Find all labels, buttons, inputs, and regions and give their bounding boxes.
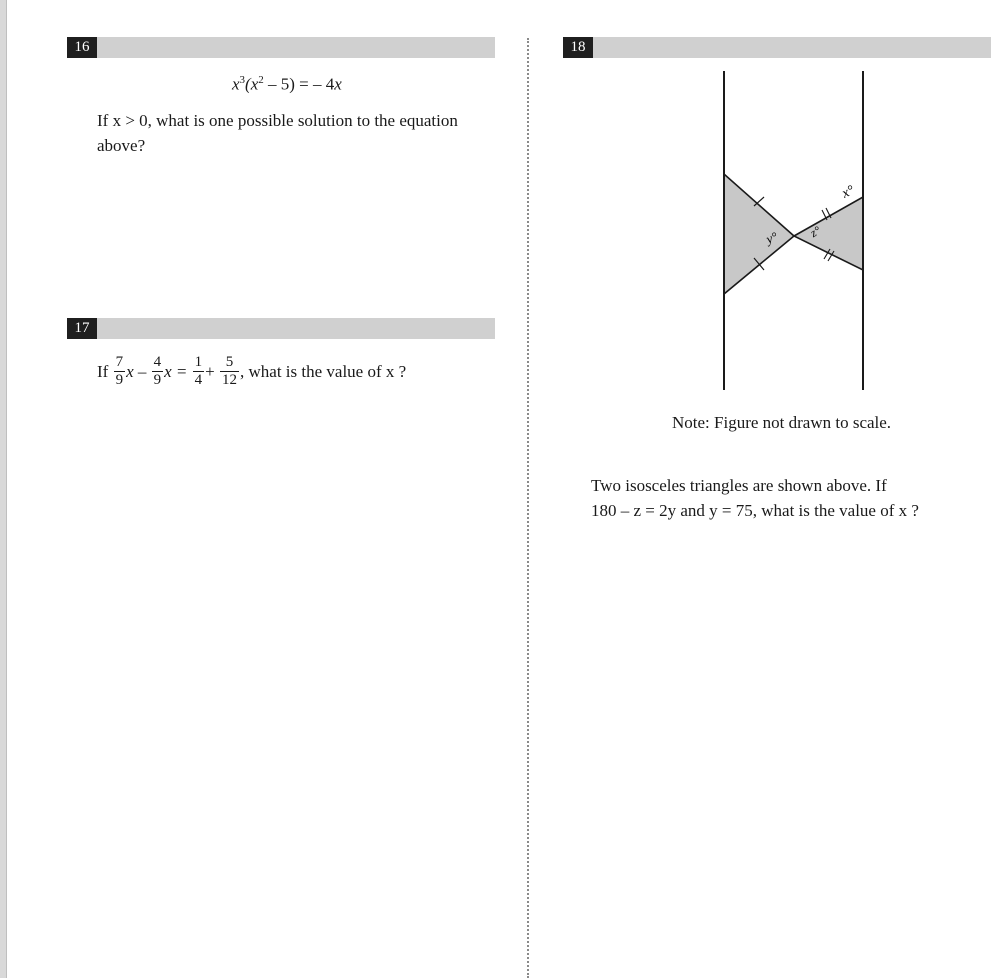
q17-suffix: , what is the value of x ? (240, 362, 407, 381)
eq-rest: – 5) = – 4 (263, 74, 335, 94)
question-16-header (67, 37, 495, 58)
fraction-4-9 (152, 354, 164, 389)
question-18-line-2: 180 – z = 2y and y = 75, what is the value of x ? (591, 501, 919, 520)
eq-x: x (232, 74, 240, 94)
question-18-text (591, 473, 991, 523)
eq-x2: x (334, 74, 342, 94)
question-18-number: 18 (563, 37, 593, 58)
question-16-text (97, 108, 517, 158)
eq-exponent-2: 2 (258, 74, 264, 86)
question-17-text (97, 354, 406, 389)
angle-label-z: z° (807, 223, 824, 240)
q17-plus: + (205, 362, 215, 381)
eq-exponent-3: 3 (239, 74, 246, 86)
f1-num: 7 (115, 354, 124, 370)
figure-note: Note: Figure not drawn to scale. (672, 413, 892, 432)
f3-den: 4 (194, 372, 203, 388)
question-18-header (563, 37, 991, 58)
f1-den: 9 (115, 372, 124, 388)
question-17-number: 17 (67, 318, 97, 339)
fraction-1-4 (193, 354, 205, 389)
fraction-7-9 (114, 354, 126, 389)
question-16-line-1: If x > 0, what is one possible solution to the equation (97, 111, 458, 130)
question-16-number: 16 (67, 37, 97, 58)
f3-num: 1 (194, 354, 203, 370)
angle-label-x: x° (839, 183, 857, 202)
q17-minus: x – (126, 362, 147, 381)
question-18-line-1: Two isosceles triangles are shown above. If (591, 476, 887, 495)
f4-den: 12 (222, 372, 237, 388)
f2-num: 4 (153, 354, 162, 370)
right-triangle (794, 197, 863, 270)
left-triangle (724, 174, 794, 294)
eq-paren: (x (245, 74, 259, 94)
question-17-header (67, 318, 495, 339)
q17-prefix: If (97, 362, 109, 381)
angle-label-y: y° (763, 228, 780, 247)
isosceles-triangles-figure (700, 65, 890, 395)
page-left-edge (0, 0, 7, 978)
f4-num: 5 (220, 354, 239, 372)
column-divider (527, 38, 529, 978)
question-16-line-2: above? (97, 136, 146, 155)
f2-den: 9 (153, 372, 162, 388)
question-16-equation (232, 74, 342, 95)
q17-eq: x = (164, 362, 188, 381)
fraction-5-12 (220, 354, 239, 389)
